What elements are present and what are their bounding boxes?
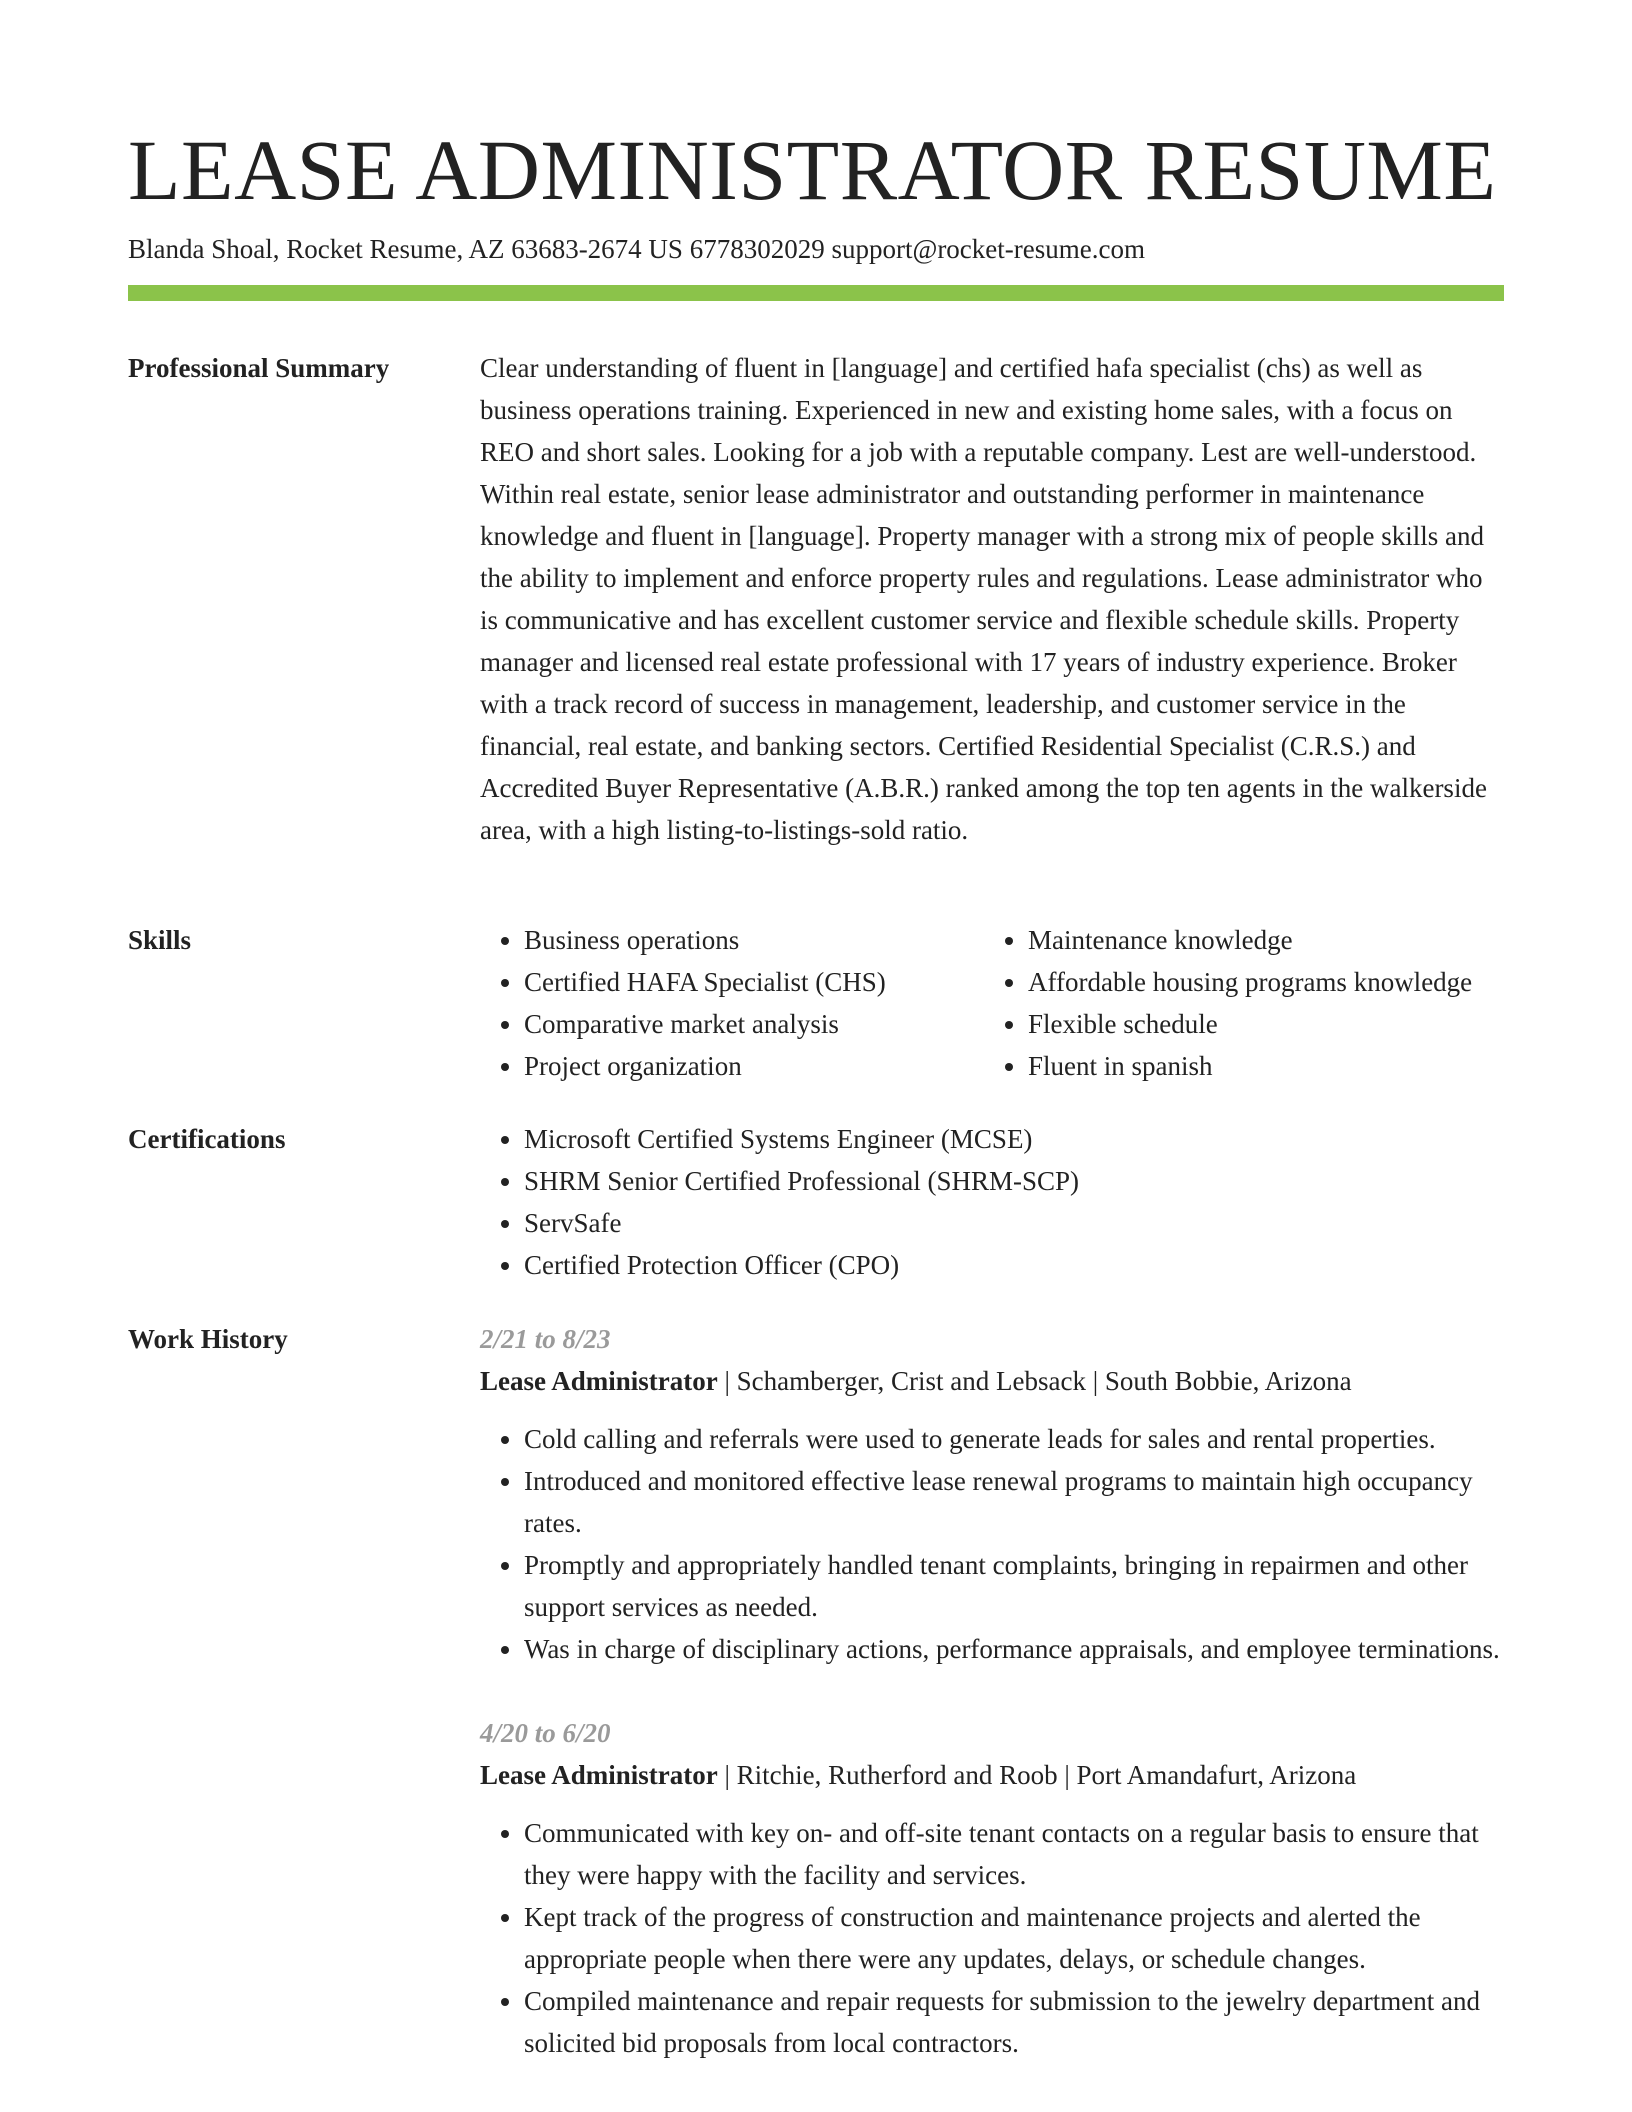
contact-line: Blanda Shoal, Rocket Resume, AZ 63683-2674 US 6778302029 support@rocket-resume.com: [128, 234, 1145, 264]
skill-item: • Comparative market analysis: [524, 1003, 984, 1045]
job-title: Lease Administrator: [480, 1760, 718, 1790]
summary-label: Professional Summary: [128, 353, 390, 383]
certifications-label: Certifications: [128, 1124, 286, 1154]
skill-item: • Fluent in spanish: [1028, 1045, 1504, 1087]
skills-column-1: [480, 919, 984, 1087]
job-title: Lease Administrator: [480, 1366, 718, 1396]
skill-item: • Certified HAFA Specialist (CHS): [524, 961, 984, 1003]
summary-text: Clear understanding of fluent in [language] and certified hafa specialist (chs) as well as business operations training. Experienced in new and existing home sales, with a focus on REO and short sales. Looking for a job with a reputable company. Lest are well-understood. Within real estate, senior lease administrator and outstanding performer in maintenance knowledge and fluent in [language]. Property manager with a strong mix of people skills and the ability to implement and enforce property rules and regulations. Lease administrator who is communicative and has excellent customer service and flexible schedule skills. Property manager and licensed real estate professional with 17 years of industry experience. Broker with a track record of success in management, leadership, and customer service in the financial, real estate, and banking sectors. Certified Residential Specialist (C.R.S.) and Accredited Buyer Representative (A.B.R.) ranked among the top ten agents in the walkerside area, with a high listing-to-listings-sold ratio.: [480, 353, 1487, 845]
work-history-body: [480, 1318, 1504, 2106]
job-bullets: [480, 1418, 1504, 1670]
skills-column-2: [984, 919, 1504, 1087]
skills-label: Skills: [128, 925, 192, 955]
skills-list: [480, 919, 1504, 1087]
job-bullet: • Communicated with key on- and off-site tenant contacts on a regular basis to ensure that they were happy with the facility and services.: [524, 1812, 1504, 1896]
certifications-list: [480, 1118, 1504, 1286]
job-bullet: • Introduced and monitored effective lease renewal programs to maintain high occupancy rates.: [524, 1460, 1504, 1544]
job-bullets: [480, 1812, 1504, 2064]
certifications-body: [480, 1118, 1504, 1286]
header-divider: [128, 285, 1504, 301]
job-bullet: • Cold calling and referrals were used to generate leads for sales and rental properties.: [524, 1418, 1504, 1460]
job-bullet: • Was in charge of disciplinary actions, performance appraisals, and employee terminations.: [524, 1628, 1504, 1670]
work-history-label: Work History: [128, 1324, 288, 1354]
job-entry: [480, 1712, 1504, 2064]
skill-item: • Business operations: [524, 919, 984, 961]
job-details: | Ritchie, Rutherford and Roob | Port Amandafurt, Arizona: [717, 1760, 1357, 1790]
skill-item: • Flexible schedule: [1028, 1003, 1504, 1045]
job-heading: [480, 1360, 1504, 1402]
summary-body: [480, 347, 1504, 851]
skill-item: • Project organization: [524, 1045, 984, 1087]
job-details: | Schamberger, Crist and Lebsack | South Bobbie, Arizona: [717, 1366, 1352, 1396]
job-bullet: • Compiled maintenance and repair requests for submission to the jewelry department and solicited bid proposals from local contractors.: [524, 1980, 1504, 2064]
job-dates: 4/20 to 6/20: [480, 1718, 611, 1748]
job-dates: 2/21 to 8/23: [480, 1324, 611, 1354]
job-bullet: • Promptly and appropriately handled tenant complaints, bringing in repairmen and other support services as needed.: [524, 1544, 1504, 1628]
resume-title: LEASE ADMINISTRATOR RESUME: [128, 122, 1497, 218]
skill-item: • Maintenance knowledge: [1028, 919, 1504, 961]
certification-item: • Microsoft Certified Systems Engineer (MCSE): [524, 1118, 1504, 1160]
certification-item: • SHRM Senior Certified Professional (SHRM-SCP): [524, 1160, 1504, 1202]
job-bullet: • Kept track of the progress of construction and maintenance projects and alerted the appropriate people when there were any updates, delays, or schedule changes.: [524, 1896, 1504, 1980]
job-entry: [480, 1318, 1504, 1670]
certification-item: • ServSafe: [524, 1202, 1504, 1244]
certification-item: • Certified Protection Officer (CPO): [524, 1244, 1504, 1286]
skill-item: • Affordable housing programs knowledge: [1028, 961, 1504, 1003]
job-heading: [480, 1754, 1504, 1796]
